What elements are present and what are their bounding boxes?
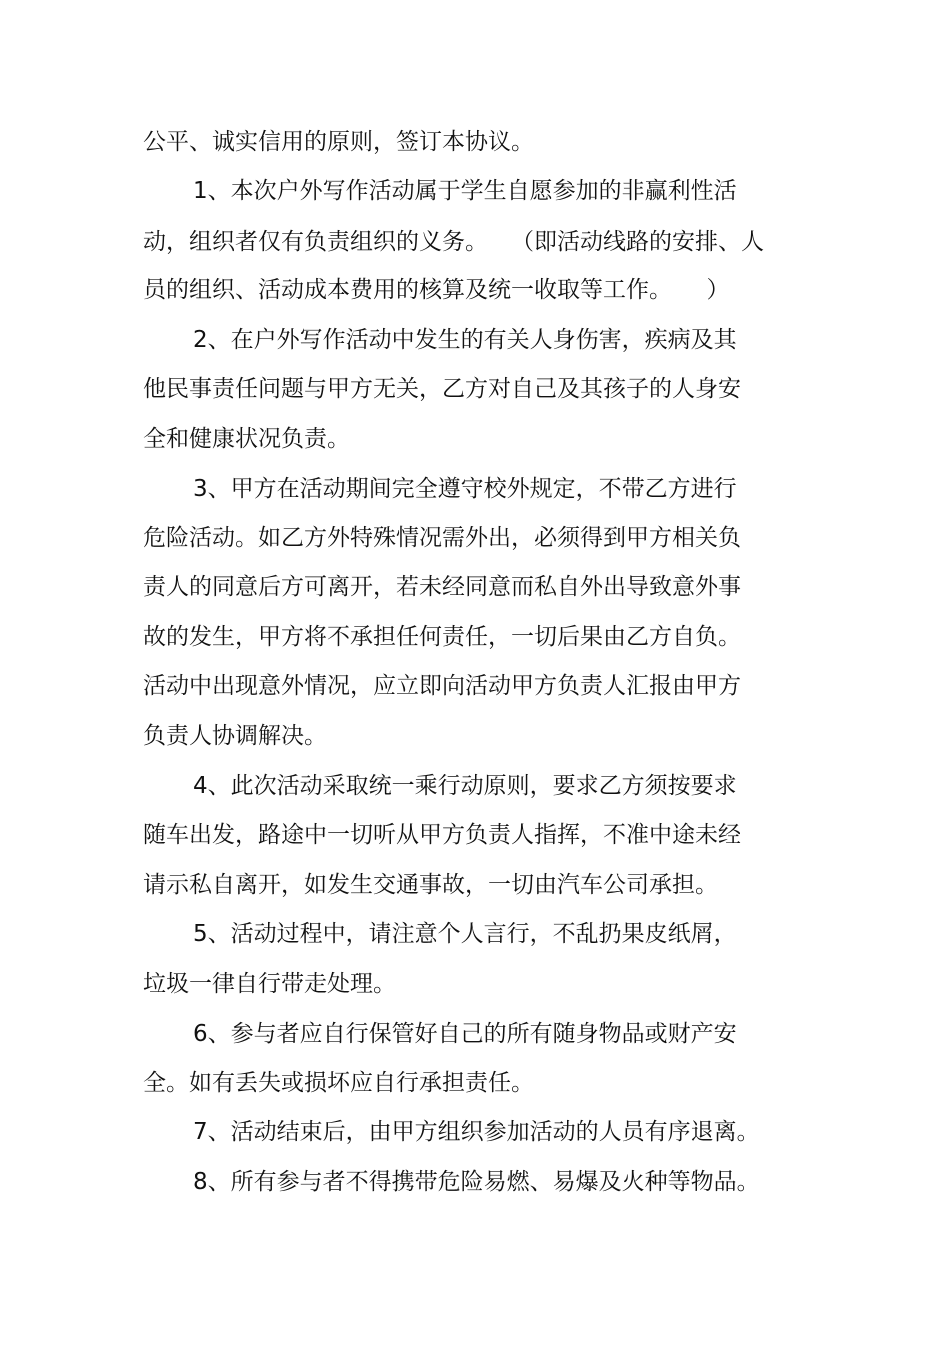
text-line: 危险活动。如乙方外特殊情况需外出，必须得到甲方相关负 [143,525,741,551]
clause-6-line: 6、参与者应自行保管好自己的所有随身物品或财产安 [193,1021,737,1047]
clause-3-line: 3、甲方在活动期间完全遵守校外规定，不带乙方进行 [193,476,737,502]
text-line: 垃圾一律自行带走处理。 [143,971,396,997]
text-line: 公平、诚实信用的原则，签订本协议。 [143,129,534,155]
text-line: 请示私自离开，如发生交通事故，一切由汽车公司承担。 [143,872,718,898]
text-line: 员的组织、活动成本费用的核算及统一收取等工作。 ） [143,277,730,303]
clause-5-line: 5、活动过程中，请注意个人言行，不乱扔果皮纸屑， [193,921,737,947]
clause-7-line: 7、活动结束后，由甲方组织参加活动的人员有序退离。 [193,1119,760,1145]
text-line: 责人的同意后方可离开，若未经同意而私自外出导致意外事 [143,574,741,600]
clause-4-line: 4、此次活动采取统一乘行动原则，要求乙方须按要求 [193,773,737,799]
clause-8-line: 8、所有参与者不得携带危险易燃、易爆及火种等物品。 [193,1169,760,1195]
text-line: 全。如有丢失或损坏应自行承担责任。 [143,1070,534,1096]
text-line: 活动中出现意外情况，应立即向活动甲方负责人汇报由甲方 [143,673,741,699]
text-line: 负责人协调解决。 [143,723,327,749]
text-line: 故的发生，甲方将不承担任何责任，一切后果由乙方自负。 [143,624,741,650]
clause-1-line: 1、本次户外写作活动属于学生自愿参加的非赢利性活 [193,178,737,204]
text-line: 随车出发，路途中一切听从甲方负责人指挥，不准中途未经 [143,822,741,848]
clause-2-line: 2、在户外写作活动中发生的有关人身伤害，疾病及其 [193,327,737,353]
text-line: 全和健康状况负责。 [143,426,350,452]
text-line: 他民事责任问题与甲方无关，乙方对自己及其孩子的人身安 [143,376,741,402]
text-line: 动，组织者仅有负责组织的义务。 （即活动线路的安排、人 [143,229,764,255]
